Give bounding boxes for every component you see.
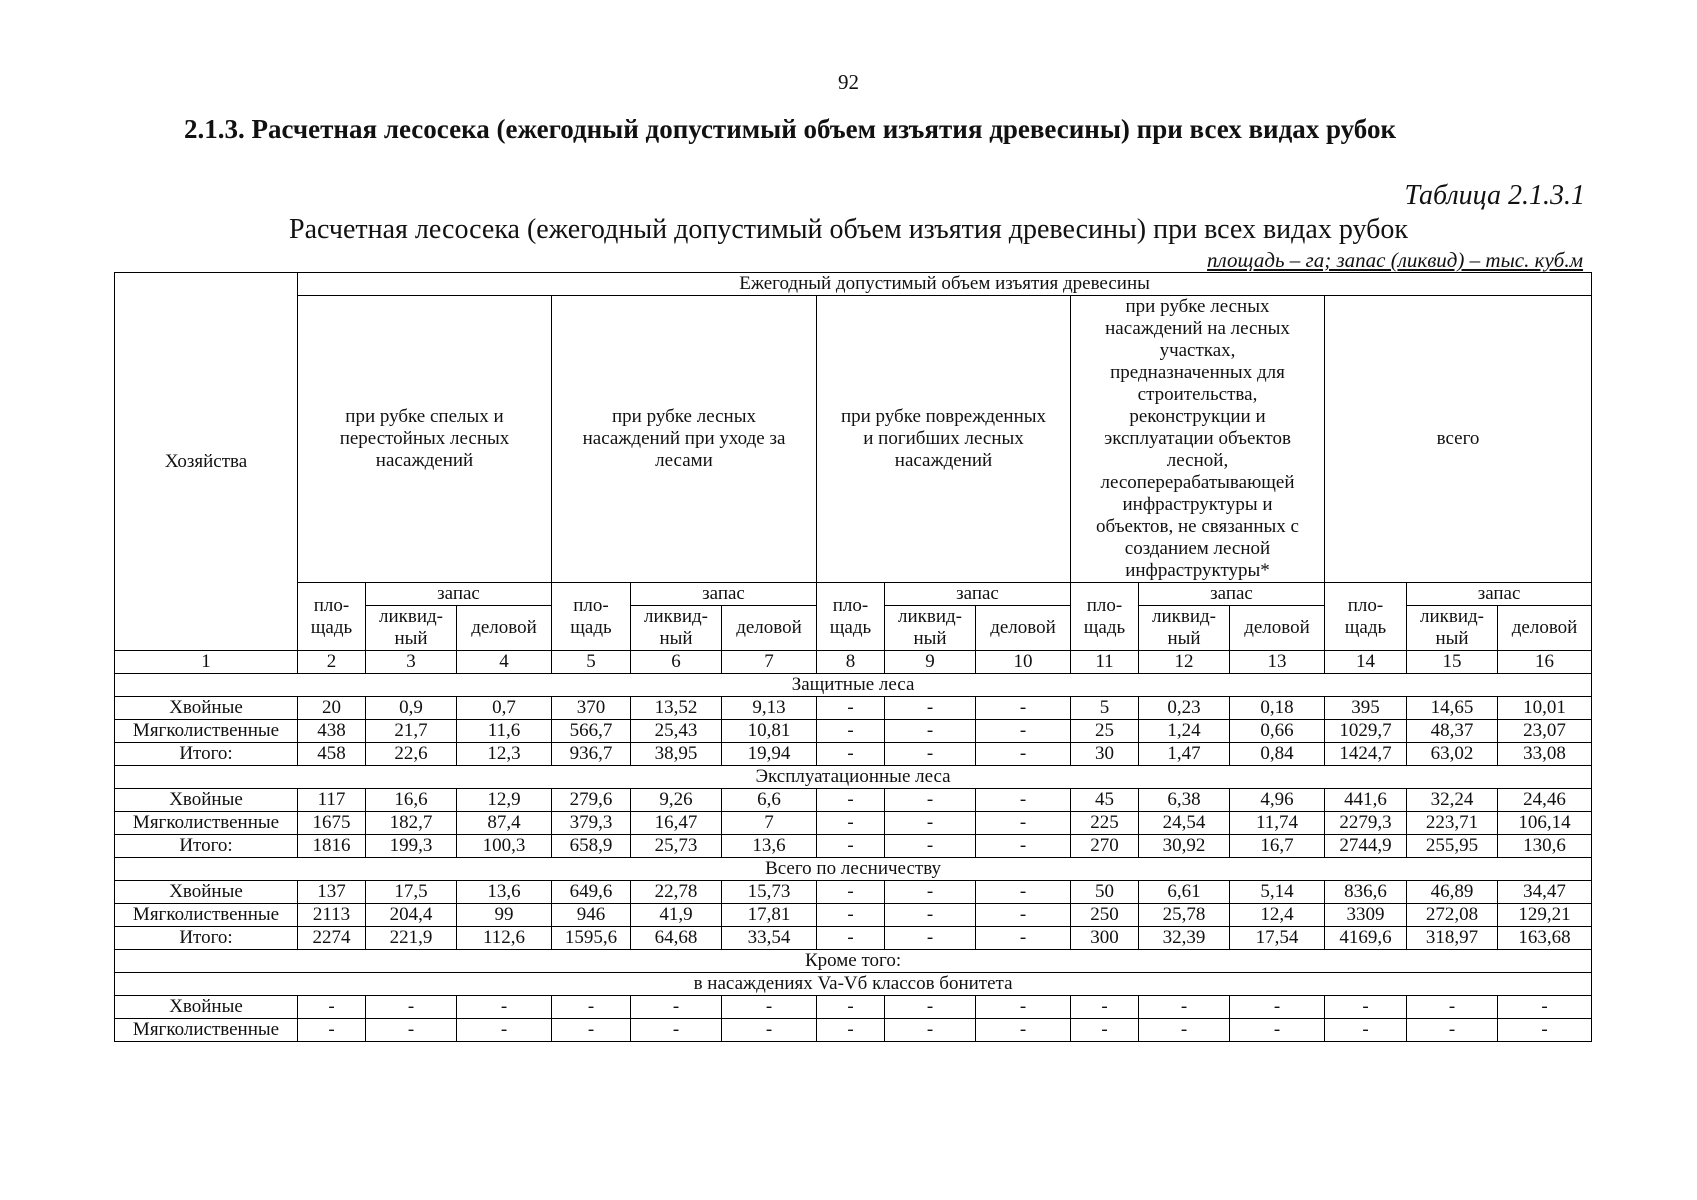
- data-cell: 1675: [298, 812, 366, 835]
- data-cell: -: [976, 835, 1071, 858]
- header-area: [1325, 583, 1407, 651]
- data-cell: 7: [722, 812, 817, 835]
- data-cell: 17,5: [366, 881, 457, 904]
- column-number: 8: [817, 651, 885, 674]
- header-group-2-line: при рубке лесных: [612, 406, 756, 427]
- header-group-4-line: строительства,: [1137, 384, 1258, 405]
- data-cell: -: [885, 720, 976, 743]
- data-cell: 11,6: [457, 720, 552, 743]
- data-cell: 17,81: [722, 904, 817, 927]
- data-cell: 46,89: [1407, 881, 1498, 904]
- data-cell: -: [1071, 1019, 1139, 1042]
- data-cell: -: [885, 927, 976, 950]
- data-cell: 4169,6: [1325, 927, 1407, 950]
- data-cell: 48,37: [1407, 720, 1498, 743]
- data-cell: -: [885, 789, 976, 812]
- data-cell: 0,23: [1139, 697, 1230, 720]
- header-group-4: [1071, 296, 1325, 583]
- data-cell: 6,6: [722, 789, 817, 812]
- section-heading: 2.1.3. Расчетная лесосека (ежегодный допустимый объем изъятия древесины) при всех видах рубок: [184, 114, 1397, 144]
- data-cell: 13,52: [631, 697, 722, 720]
- data-cell: 12,3: [457, 743, 552, 766]
- header-group-4-line: эксплуатации объектов: [1104, 428, 1291, 449]
- header-farms: Хозяйства: [115, 273, 298, 651]
- data-cell: -: [976, 1019, 1071, 1042]
- data-cell: 5,14: [1230, 881, 1325, 904]
- data-cell: 199,3: [366, 835, 457, 858]
- header-annual: Ежегодный допустимый объем изъятия древесины: [298, 273, 1592, 296]
- header-group-4-line: участках,: [1159, 340, 1236, 361]
- data-cell: 22,6: [366, 743, 457, 766]
- data-cell: 117: [298, 789, 366, 812]
- column-number: 14: [1325, 651, 1407, 674]
- data-cell: -: [976, 996, 1071, 1019]
- data-cell: -: [1498, 1019, 1592, 1042]
- data-row: [115, 835, 1592, 858]
- data-cell: 272,08: [1407, 904, 1498, 927]
- header-stock: запас: [631, 583, 817, 606]
- header-row-groups: [115, 296, 1592, 583]
- header-group-4-line: предназначенных для: [1110, 362, 1285, 383]
- row-name: Хвойные: [115, 697, 298, 720]
- column-number: 3: [366, 651, 457, 674]
- header-stock: запас: [885, 583, 1071, 606]
- data-cell: -: [817, 904, 885, 927]
- data-cell: 16,7: [1230, 835, 1325, 858]
- header-group-4-line: насаждений на лесных: [1105, 318, 1290, 339]
- data-cell: 163,68: [1498, 927, 1592, 950]
- column-number: 16: [1498, 651, 1592, 674]
- data-cell: -: [885, 881, 976, 904]
- header-group-3-line: насаждений: [894, 450, 993, 471]
- data-cell: 1,47: [1139, 743, 1230, 766]
- header-liquid-line: ликвид-: [897, 606, 962, 627]
- data-cell: 112,6: [457, 927, 552, 950]
- header-liquid: [1139, 606, 1230, 651]
- section-title: Кроме того:: [115, 950, 1592, 973]
- data-cell: 45: [1071, 789, 1139, 812]
- header-group-2: [552, 296, 817, 583]
- data-cell: 13,6: [457, 881, 552, 904]
- data-cell: 33,08: [1498, 743, 1592, 766]
- header-area-line: пло-: [313, 594, 350, 616]
- data-cell: -: [552, 996, 631, 1019]
- data-row: [115, 1019, 1592, 1042]
- row-name: Итого:: [115, 927, 298, 950]
- header-liquid: [366, 606, 457, 651]
- data-cell: 0,7: [457, 697, 552, 720]
- row-name: Хвойные: [115, 996, 298, 1019]
- data-cell: 6,38: [1139, 789, 1230, 812]
- data-cell: -: [1071, 996, 1139, 1019]
- data-cell: 100,3: [457, 835, 552, 858]
- header-stock: запас: [366, 583, 552, 606]
- data-cell: 458: [298, 743, 366, 766]
- data-cell: 395: [1325, 697, 1407, 720]
- data-cell: 1029,7: [1325, 720, 1407, 743]
- data-cell: 9,13: [722, 697, 817, 720]
- data-cell: -: [1139, 1019, 1230, 1042]
- row-name: Мягколиственные: [115, 720, 298, 743]
- data-cell: 10,81: [722, 720, 817, 743]
- section-title: Всего по лесничеству: [115, 858, 1592, 881]
- data-cell: -: [885, 904, 976, 927]
- data-cell: -: [722, 996, 817, 1019]
- data-row: [115, 904, 1592, 927]
- data-row: [115, 881, 1592, 904]
- data-cell: -: [885, 996, 976, 1019]
- data-cell: -: [631, 1019, 722, 1042]
- data-cell: 15,73: [722, 881, 817, 904]
- data-cell: -: [457, 1019, 552, 1042]
- data-cell: 0,84: [1230, 743, 1325, 766]
- header-row-area-stock: [115, 583, 1592, 606]
- data-cell: 25,73: [631, 835, 722, 858]
- data-cell: 1816: [298, 835, 366, 858]
- data-cell: -: [817, 812, 885, 835]
- data-cell: 2744,9: [1325, 835, 1407, 858]
- data-cell: 19,94: [722, 743, 817, 766]
- data-cell: -: [1230, 996, 1325, 1019]
- header-group-4-line: при рубке лесных: [1125, 296, 1270, 317]
- header-liquid-line: ликвид-: [643, 606, 708, 627]
- data-cell: 182,7: [366, 812, 457, 835]
- section-title: Эксплуатационные леса: [115, 766, 1592, 789]
- data-cell: -: [885, 1019, 976, 1042]
- header-group-1: [298, 296, 552, 583]
- data-cell: -: [817, 927, 885, 950]
- data-cell: 13,6: [722, 835, 817, 858]
- column-number: 12: [1139, 651, 1230, 674]
- column-number: 5: [552, 651, 631, 674]
- header-group-3-line: при рубке поврежденных: [840, 406, 1047, 427]
- data-cell: 649,6: [552, 881, 631, 904]
- row-name: Хвойные: [115, 789, 298, 812]
- data-cell: 24,46: [1498, 789, 1592, 812]
- data-cell: 38,95: [631, 743, 722, 766]
- data-cell: 0,66: [1230, 720, 1325, 743]
- data-cell: 50: [1071, 881, 1139, 904]
- header-group-4-line: лесной,: [1166, 450, 1229, 471]
- header-liquid: [885, 606, 976, 651]
- data-cell: 221,9: [366, 927, 457, 950]
- header-group-5: [1325, 296, 1592, 583]
- column-number: 7: [722, 651, 817, 674]
- header-liquid-line: ный: [1167, 628, 1201, 649]
- header-area-line: пло-: [1086, 594, 1123, 616]
- data-cell: 936,7: [552, 743, 631, 766]
- data-cell: 225: [1071, 812, 1139, 835]
- data-cell: -: [976, 789, 1071, 812]
- data-cell: 441,6: [1325, 789, 1407, 812]
- data-cell: 87,4: [457, 812, 552, 835]
- data-cell: -: [366, 1019, 457, 1042]
- data-cell: -: [1407, 1019, 1498, 1042]
- header-row-numbers: [115, 651, 1592, 674]
- data-cell: 11,74: [1230, 812, 1325, 835]
- row-name: Хвойные: [115, 881, 298, 904]
- data-cell: -: [1407, 996, 1498, 1019]
- column-number: 15: [1407, 651, 1498, 674]
- data-cell: -: [298, 996, 366, 1019]
- header-group-1-line: насаждений: [375, 450, 474, 471]
- column-number: 10: [976, 651, 1071, 674]
- row-name: Мягколиственные: [115, 904, 298, 927]
- data-cell: 4,96: [1230, 789, 1325, 812]
- data-cell: -: [366, 996, 457, 1019]
- data-cell: -: [885, 812, 976, 835]
- header-group-5-line: всего: [1436, 428, 1480, 449]
- data-cell: -: [552, 1019, 631, 1042]
- data-cell: 318,97: [1407, 927, 1498, 950]
- data-cell: -: [817, 697, 885, 720]
- data-cell: -: [885, 835, 976, 858]
- table-title: Расчетная лесосека (ежегодный допустимый объем изъятия древесины) при всех видах рубок: [289, 214, 1408, 245]
- data-cell: 64,68: [631, 927, 722, 950]
- header-row-annual: [115, 273, 1592, 296]
- data-cell: 25,43: [631, 720, 722, 743]
- header-area: [1071, 583, 1139, 651]
- column-number: 11: [1071, 651, 1139, 674]
- data-cell: 10,01: [1498, 697, 1592, 720]
- data-cell: -: [817, 1019, 885, 1042]
- header-commercial: деловой: [1230, 606, 1325, 651]
- data-cell: 658,9: [552, 835, 631, 858]
- column-number: 4: [457, 651, 552, 674]
- data-cell: -: [817, 835, 885, 858]
- header-area-line: пло-: [573, 594, 609, 616]
- header-area-line: пло-: [1347, 594, 1384, 616]
- header-group-4-line: реконструкции и: [1129, 406, 1266, 427]
- data-cell: 106,14: [1498, 812, 1592, 835]
- header-group-1-line: при рубке спелых и: [345, 406, 504, 427]
- header-area-line: щадь: [310, 616, 353, 638]
- data-cell: -: [976, 697, 1071, 720]
- data-cell: 63,02: [1407, 743, 1498, 766]
- data-cell: 255,95: [1407, 835, 1498, 858]
- data-cell: -: [817, 720, 885, 743]
- data-cell: 0,18: [1230, 697, 1325, 720]
- data-cell: 270: [1071, 835, 1139, 858]
- header-group-4-line: инфраструктуры*: [1125, 560, 1270, 581]
- header-liquid-line: ный: [913, 628, 947, 649]
- data-cell: 137: [298, 881, 366, 904]
- data-cell: -: [976, 904, 1071, 927]
- section-title-row: [115, 674, 1592, 697]
- column-number: 9: [885, 651, 976, 674]
- header-commercial: деловой: [976, 606, 1071, 651]
- data-cell: -: [722, 1019, 817, 1042]
- allowable-cut-table: [114, 272, 1592, 1042]
- header-liquid-line: ный: [1435, 628, 1469, 649]
- section-title-row: [115, 858, 1592, 881]
- data-cell: 0,9: [366, 697, 457, 720]
- header-group-4-line: лесоперерабатывающей: [1100, 472, 1295, 493]
- data-row: [115, 720, 1592, 743]
- data-cell: 22,78: [631, 881, 722, 904]
- data-cell: 16,6: [366, 789, 457, 812]
- header-liquid: [1407, 606, 1498, 651]
- data-cell: 14,65: [1407, 697, 1498, 720]
- section-title: Защитные леса: [115, 674, 1592, 697]
- data-cell: 946: [552, 904, 631, 927]
- data-cell: 16,47: [631, 812, 722, 835]
- header-liquid-line: ликвид-: [1419, 606, 1484, 627]
- header-commercial: деловой: [1498, 606, 1592, 651]
- data-cell: 12,9: [457, 789, 552, 812]
- header-group-2-line: лесами: [655, 450, 713, 471]
- data-cell: 250: [1071, 904, 1139, 927]
- data-cell: -: [298, 1019, 366, 1042]
- data-cell: 24,54: [1139, 812, 1230, 835]
- data-cell: -: [631, 996, 722, 1019]
- data-cell: 438: [298, 720, 366, 743]
- data-cell: 300: [1071, 927, 1139, 950]
- table-label: Таблица 2.1.3.1: [1404, 180, 1585, 211]
- header-liquid-line: ликвид-: [378, 606, 443, 627]
- data-cell: -: [976, 743, 1071, 766]
- header-area-line: щадь: [829, 616, 872, 638]
- data-cell: -: [976, 881, 1071, 904]
- data-cell: 34,47: [1498, 881, 1592, 904]
- row-name: Мягколиственные: [115, 1019, 298, 1042]
- data-cell: 3309: [1325, 904, 1407, 927]
- data-cell: -: [817, 996, 885, 1019]
- data-cell: 129,21: [1498, 904, 1592, 927]
- header-area-line: щадь: [1083, 616, 1126, 638]
- data-cell: 32,24: [1407, 789, 1498, 812]
- data-row: [115, 743, 1592, 766]
- header-group-3-line: и погибших лесных: [863, 428, 1024, 449]
- data-cell: -: [976, 720, 1071, 743]
- section-title-row: [115, 766, 1592, 789]
- data-cell: 12,4: [1230, 904, 1325, 927]
- header-area-line: пло-: [832, 594, 869, 616]
- header-group-1-line: перестойных лесных: [339, 428, 510, 449]
- section-title-row: [115, 973, 1592, 996]
- header-stock: запас: [1139, 583, 1325, 606]
- data-cell: -: [885, 743, 976, 766]
- page-number: 92: [838, 70, 859, 94]
- data-cell: 836,6: [1325, 881, 1407, 904]
- data-cell: 25: [1071, 720, 1139, 743]
- header-area-line: щадь: [570, 616, 612, 638]
- data-cell: 6,61: [1139, 881, 1230, 904]
- column-number: 2: [298, 651, 366, 674]
- data-cell: -: [976, 927, 1071, 950]
- header-area: [298, 583, 366, 651]
- data-cell: 25,78: [1139, 904, 1230, 927]
- row-name: Мягколиственные: [115, 812, 298, 835]
- data-cell: 5: [1071, 697, 1139, 720]
- data-cell: -: [1139, 996, 1230, 1019]
- data-cell: -: [1498, 996, 1592, 1019]
- header-commercial: деловой: [457, 606, 552, 651]
- data-cell: 279,6: [552, 789, 631, 812]
- data-row: [115, 697, 1592, 720]
- data-cell: -: [1325, 1019, 1407, 1042]
- column-number: 6: [631, 651, 722, 674]
- data-cell: 1,24: [1139, 720, 1230, 743]
- units-note: площадь – га; запас (ликвид) – тыс. куб.м: [1207, 248, 1583, 272]
- column-number: 1: [115, 651, 298, 674]
- header-group-4-line: инфраструктуры и: [1122, 494, 1273, 515]
- data-cell: 33,54: [722, 927, 817, 950]
- data-cell: 370: [552, 697, 631, 720]
- header-liquid-line: ликвид-: [1151, 606, 1216, 627]
- data-cell: 1424,7: [1325, 743, 1407, 766]
- section-title: в насаждениях Va-Vб классов бонитета: [115, 973, 1592, 996]
- data-cell: 9,26: [631, 789, 722, 812]
- header-stock: запас: [1407, 583, 1592, 606]
- data-cell: 2279,3: [1325, 812, 1407, 835]
- header-area: [552, 583, 631, 651]
- data-cell: 1595,6: [552, 927, 631, 950]
- header-area-line: щадь: [1344, 616, 1387, 638]
- data-cell: -: [817, 743, 885, 766]
- data-cell: -: [1325, 996, 1407, 1019]
- data-cell: 23,07: [1498, 720, 1592, 743]
- data-row: [115, 789, 1592, 812]
- header-group-4-line: созданием лесной: [1124, 538, 1271, 559]
- data-cell: -: [1230, 1019, 1325, 1042]
- data-cell: -: [885, 697, 976, 720]
- row-name: Итого:: [115, 835, 298, 858]
- data-cell: -: [817, 881, 885, 904]
- data-cell: 30,92: [1139, 835, 1230, 858]
- data-cell: 566,7: [552, 720, 631, 743]
- header-group-3: [817, 296, 1071, 583]
- row-name: Итого:: [115, 743, 298, 766]
- data-cell: 17,54: [1230, 927, 1325, 950]
- data-cell: -: [817, 789, 885, 812]
- header-liquid-line: ный: [394, 628, 428, 649]
- data-cell: 379,3: [552, 812, 631, 835]
- column-number: 13: [1230, 651, 1325, 674]
- header-liquid: [631, 606, 722, 651]
- header-area: [817, 583, 885, 651]
- data-cell: 32,39: [1139, 927, 1230, 950]
- data-cell: 41,9: [631, 904, 722, 927]
- data-cell: 30: [1071, 743, 1139, 766]
- data-cell: 130,6: [1498, 835, 1592, 858]
- data-cell: 223,71: [1407, 812, 1498, 835]
- data-cell: 20: [298, 697, 366, 720]
- data-cell: 21,7: [366, 720, 457, 743]
- header-group-2-line: насаждений при уходе за: [582, 428, 786, 449]
- data-cell: 2113: [298, 904, 366, 927]
- data-cell: -: [457, 996, 552, 1019]
- data-row: [115, 927, 1592, 950]
- data-cell: 2274: [298, 927, 366, 950]
- header-liquid-line: ный: [659, 628, 693, 649]
- data-cell: 99: [457, 904, 552, 927]
- header-group-4-line: объектов, не связанных с: [1096, 516, 1299, 537]
- data-row: [115, 996, 1592, 1019]
- data-cell: 204,4: [366, 904, 457, 927]
- data-cell: -: [976, 812, 1071, 835]
- data-row: [115, 812, 1592, 835]
- header-commercial: деловой: [722, 606, 817, 651]
- section-title-row: [115, 950, 1592, 973]
